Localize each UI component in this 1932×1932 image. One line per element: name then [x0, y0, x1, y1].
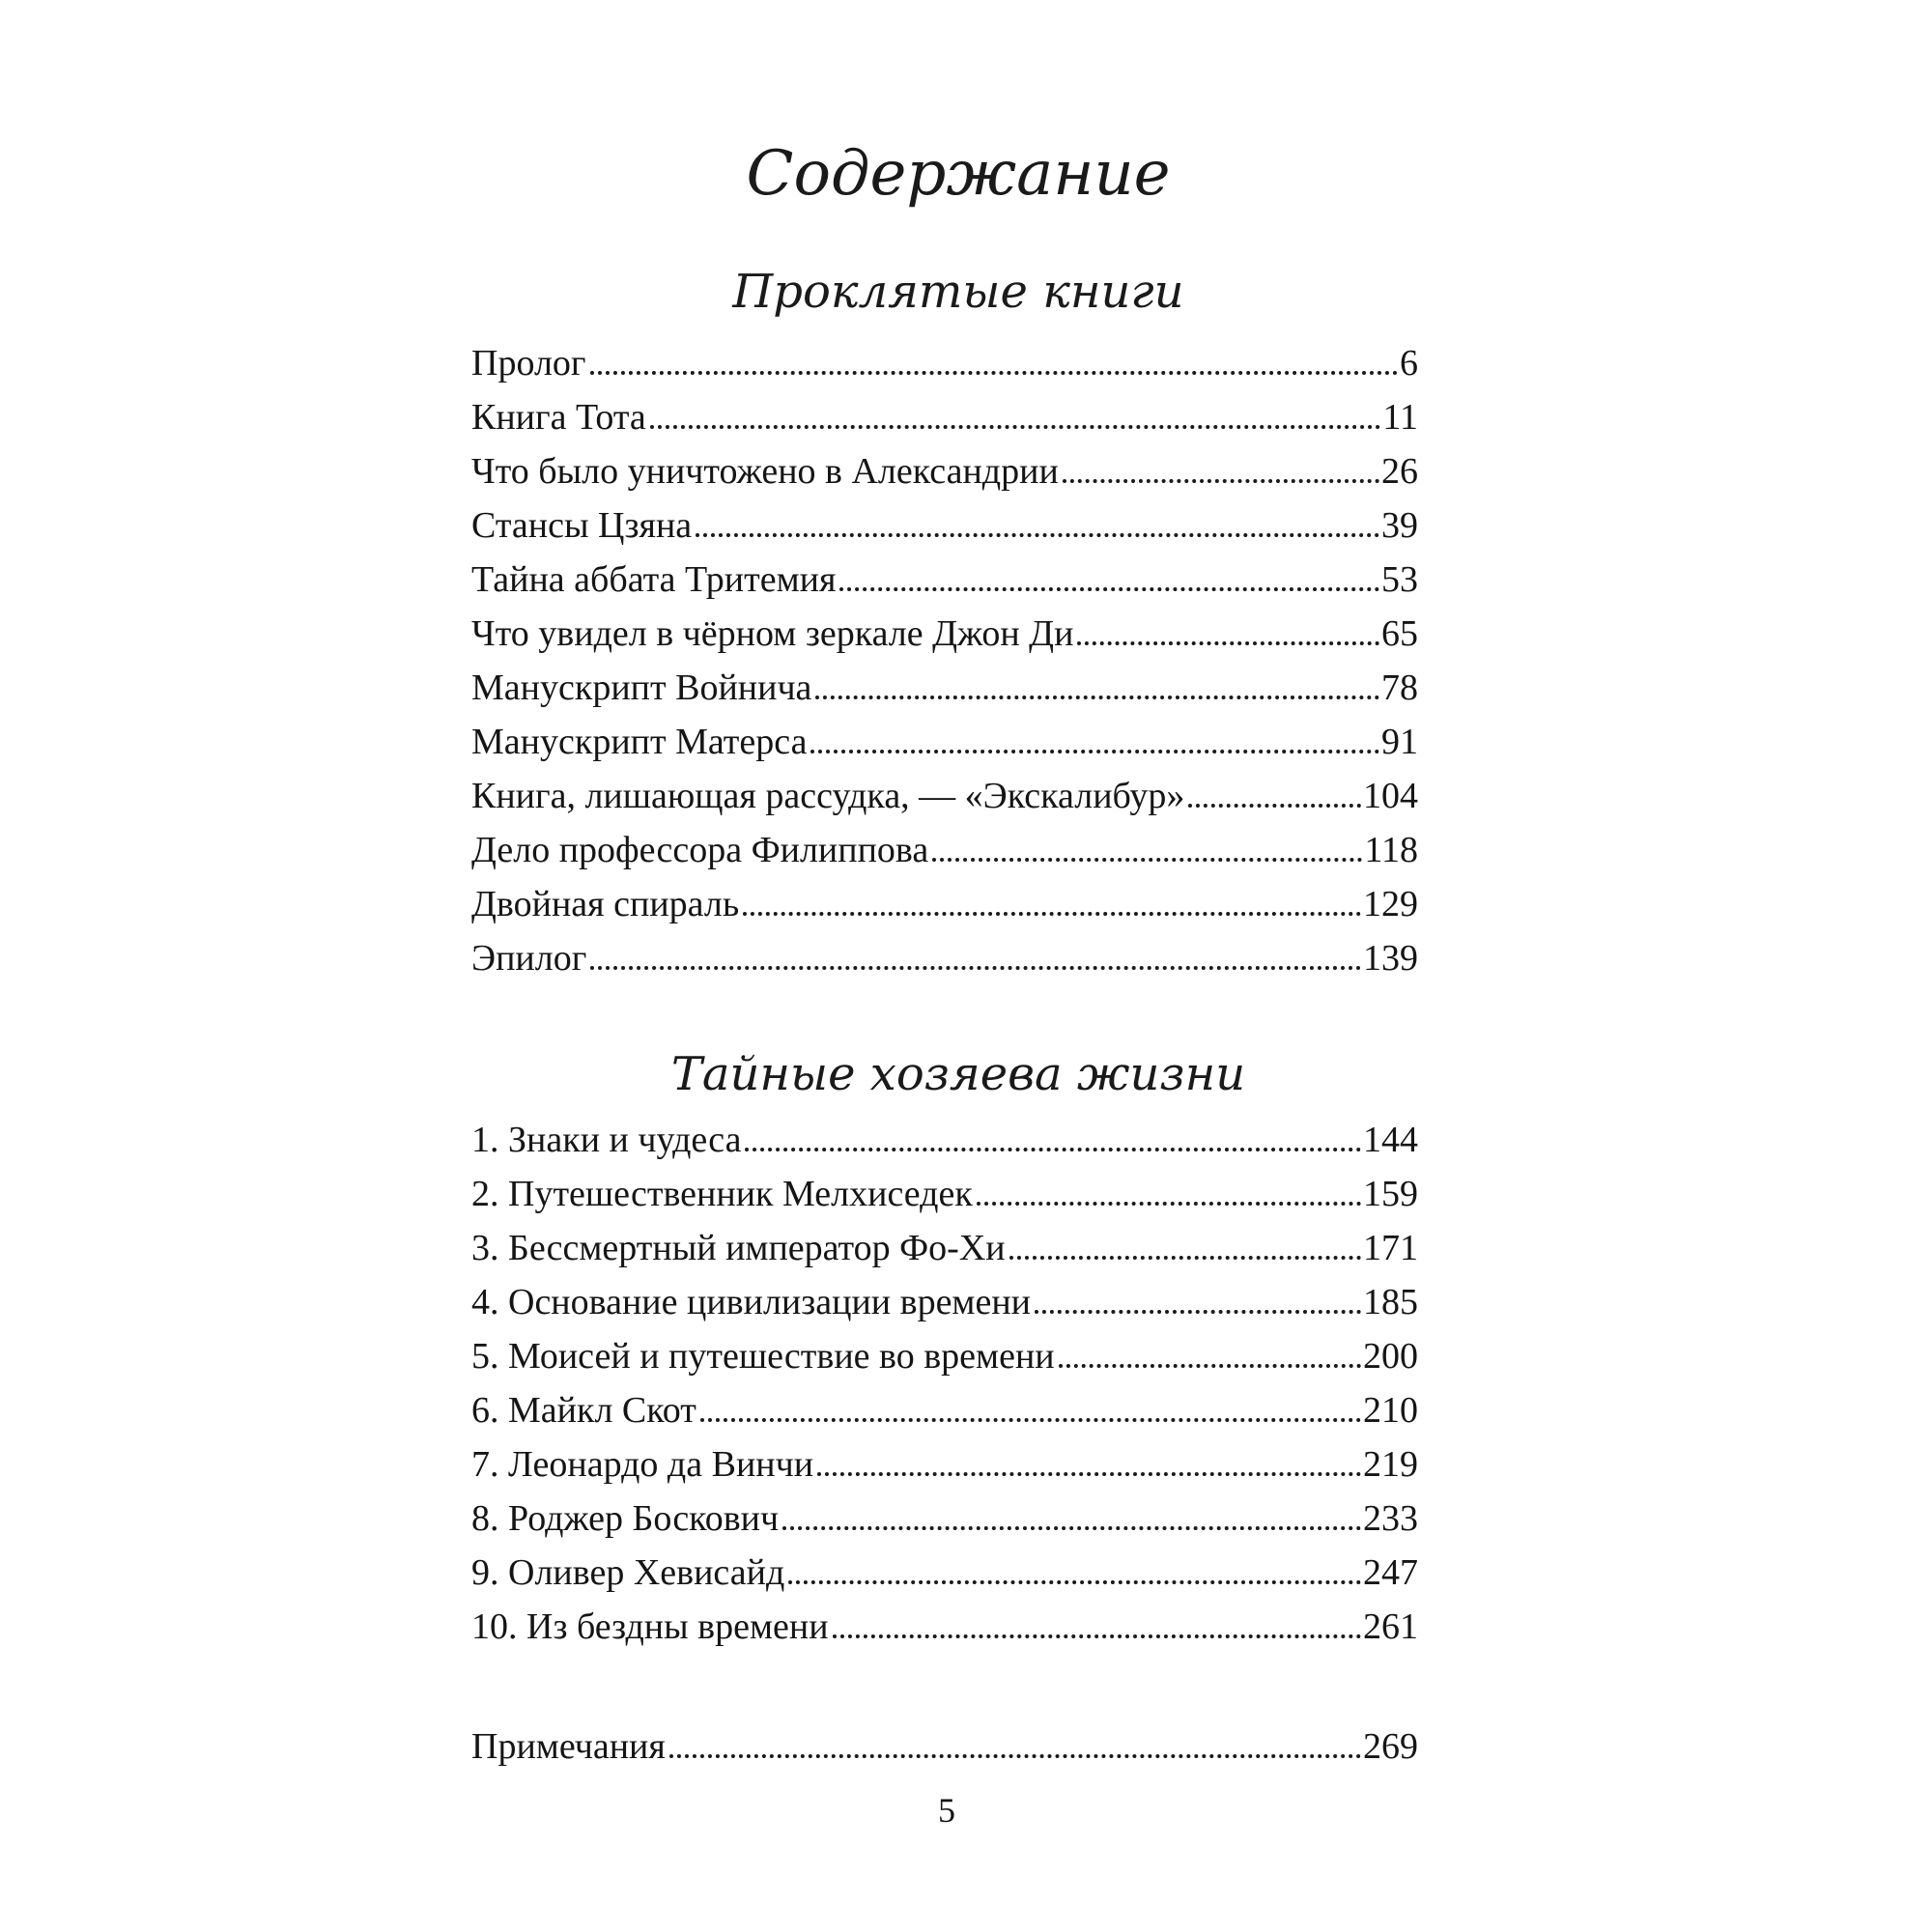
toc-entry-title: Тайна аббата Тритемия — [471, 559, 837, 600]
dot-leader — [788, 1580, 1361, 1584]
toc-entry[interactable] — [471, 1329, 1418, 1383]
dot-leader — [743, 912, 1361, 916]
toc-entry-title: Манускрипт Матерса — [471, 722, 808, 762]
toc-entry-title: Пролог — [471, 343, 586, 384]
dot-leader — [977, 1202, 1361, 1206]
toc-entry[interactable] — [471, 1275, 1418, 1329]
toc-entry-page: 233 — [1363, 1498, 1418, 1539]
toc-entry-title: Манускрипт Войнича — [471, 668, 812, 708]
dot-leader — [669, 1754, 1361, 1758]
dot-leader — [745, 1148, 1361, 1151]
dot-leader — [1009, 1256, 1361, 1260]
toc-entry[interactable] — [471, 877, 1418, 931]
toc-entry-title: 3. Бессмертный император Фо-Хи — [471, 1228, 1006, 1268]
toc-entry-title: Что увидел в чёрном зеркале Джон Ди — [471, 613, 1074, 654]
toc-entry[interactable] — [471, 1437, 1418, 1492]
dot-leader — [590, 371, 1399, 375]
toc-entry[interactable] — [471, 769, 1418, 823]
toc-entry-notes[interactable] — [471, 1719, 1418, 1774]
dot-leader — [1063, 479, 1379, 483]
toc-list-part-1 — [471, 336, 1418, 985]
dot-leader — [782, 1526, 1361, 1530]
toc-entry-title: Книга Тота — [471, 397, 646, 438]
toc-entry-page: 247 — [1363, 1552, 1418, 1593]
toc-list-part-2 — [471, 1113, 1418, 1654]
toc-entry-page: 185 — [1363, 1282, 1418, 1322]
toc-entry[interactable] — [471, 1492, 1418, 1546]
toc-entry[interactable] — [471, 553, 1418, 607]
toc-entry-title: 7. Леонардо да Винчи — [471, 1444, 814, 1485]
dot-leader — [1035, 1310, 1361, 1314]
dot-leader — [810, 750, 1379, 753]
dot-leader — [1077, 641, 1379, 645]
toc-entry[interactable] — [471, 607, 1418, 661]
dot-leader — [650, 425, 1381, 429]
toc-entry-page: 219 — [1363, 1444, 1418, 1485]
toc-entry[interactable] — [471, 1113, 1418, 1167]
toc-entry[interactable] — [471, 390, 1418, 444]
toc-entry-page: 53 — [1381, 559, 1418, 600]
toc-entry-title: 5. Моисей и путешествие во времени — [471, 1336, 1055, 1377]
dot-leader — [1188, 804, 1361, 808]
toc-entry[interactable] — [471, 661, 1418, 715]
toc-entry-page: 261 — [1363, 1606, 1418, 1647]
toc-entry-page: 78 — [1381, 668, 1418, 708]
page-title: Содержание — [746, 138, 1171, 210]
toc-entry-title: 4. Основание цивилизации времени — [471, 1282, 1032, 1322]
toc-entry-page: 6 — [1400, 343, 1418, 384]
section-title-cursed-books: Проклятые книги — [732, 265, 1184, 319]
toc-entry-page: 39 — [1381, 505, 1418, 546]
toc-entry-title: Дело профессора Филиппова — [471, 830, 929, 870]
dot-leader — [817, 1472, 1361, 1476]
dot-leader — [700, 1418, 1361, 1422]
toc-entry-page: 210 — [1363, 1390, 1418, 1431]
dot-leader — [815, 696, 1379, 699]
toc-entry-title: Что было уничтожено в Александрии — [471, 451, 1059, 492]
toc-entry-title: Двойная спираль — [471, 884, 740, 924]
toc-entry-page: 11 — [1382, 397, 1418, 438]
toc-entry-title: 6. Майкл Скот — [471, 1390, 696, 1431]
toc-entry[interactable] — [471, 931, 1418, 985]
dot-leader — [833, 1634, 1361, 1638]
toc-entry-title: 9. Оливер Хевисайд — [471, 1552, 785, 1593]
toc-entry[interactable] — [471, 444, 1418, 498]
toc-entry-page: 269 — [1363, 1726, 1418, 1767]
toc-entry[interactable] — [471, 823, 1418, 877]
toc-entry[interactable] — [471, 336, 1418, 390]
toc-entry-page: 65 — [1381, 613, 1418, 654]
toc-entry-page: 91 — [1381, 722, 1418, 762]
section-title-secret-masters: Тайные хозяева жизни — [670, 1047, 1246, 1101]
toc-entry-page: 129 — [1363, 884, 1418, 924]
toc-entry-page: 118 — [1364, 830, 1418, 870]
toc-list-notes — [471, 1719, 1418, 1774]
toc-entry-title: Эпилог — [471, 938, 587, 979]
dot-leader — [590, 966, 1361, 970]
toc-entry[interactable] — [471, 715, 1418, 769]
dot-leader — [839, 587, 1379, 591]
toc-entry-page: 159 — [1363, 1174, 1418, 1214]
toc-entry-page: 200 — [1363, 1336, 1418, 1377]
toc-entry[interactable] — [471, 498, 1418, 553]
toc-entry-title: 2. Путешественник Мелхиседек — [471, 1174, 973, 1214]
toc-entry-page: 139 — [1363, 938, 1418, 979]
page-number: 5 — [938, 1791, 955, 1830]
dot-leader — [696, 533, 1379, 537]
toc-entry-page: 144 — [1363, 1120, 1418, 1160]
toc-entry[interactable] — [471, 1167, 1418, 1221]
toc-entry-page: 104 — [1363, 776, 1418, 816]
dot-leader — [932, 858, 1362, 862]
toc-entry-title: 1. Знаки и чудеса — [471, 1120, 742, 1160]
toc-entry[interactable] — [471, 1383, 1418, 1437]
toc-entry[interactable] — [471, 1546, 1418, 1600]
toc-entry-title: 10. Из бездны времени — [471, 1606, 829, 1647]
toc-entry-page: 171 — [1363, 1228, 1418, 1268]
dot-leader — [1059, 1364, 1361, 1368]
toc-entry-title: Стансы Цзяна — [471, 505, 693, 546]
toc-entry-title: 8. Роджер Боскович — [471, 1498, 780, 1539]
toc-entry-title: Книга, лишающая рассудка, — «Экскалибур» — [471, 776, 1185, 816]
toc-entry[interactable] — [471, 1600, 1418, 1654]
toc-entry[interactable] — [471, 1221, 1418, 1275]
toc-entry-page: 26 — [1381, 451, 1418, 492]
toc-entry-title: Примечания — [471, 1726, 666, 1767]
